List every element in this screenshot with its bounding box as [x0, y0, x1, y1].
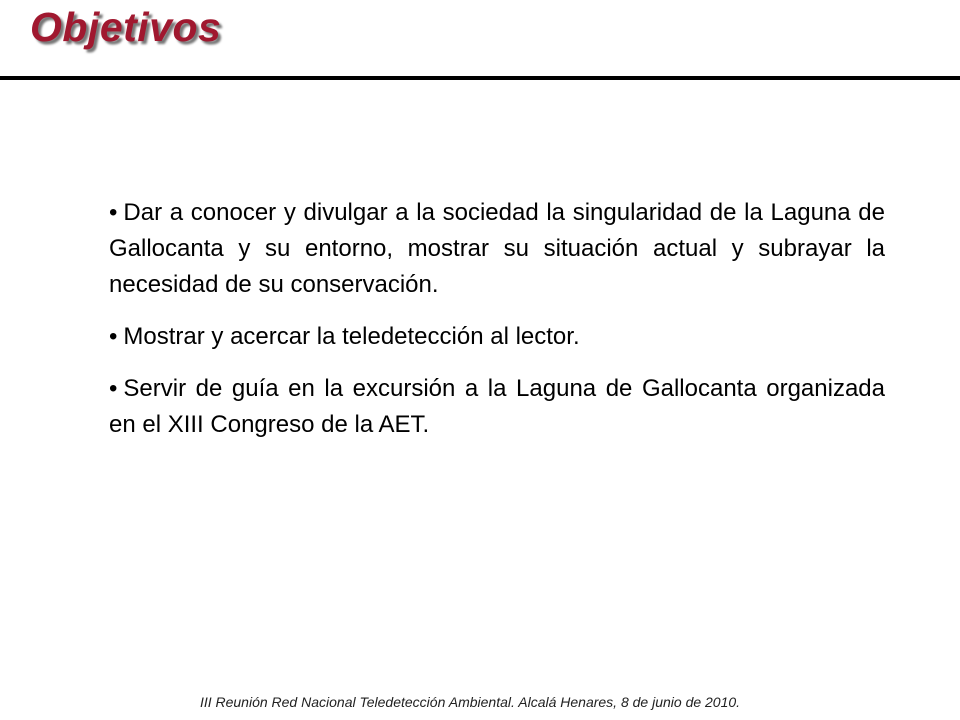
title-divider — [0, 76, 960, 80]
objective-item — [109, 195, 885, 303]
slide-footer: III Reunión Red Nacional Teledetección Ambiental. Alcalá Henares, 8 de junio de 2010. — [199, 694, 741, 710]
slide-title: Objetivos — [30, 4, 222, 50]
bullet-icon: • — [109, 323, 118, 350]
objective-text: Servir de guía en la excursión a la Laguna de Gallocanta organizada en el XIII Congreso de la AET. — [109, 375, 885, 438]
objective-item — [109, 371, 885, 443]
bullet-icon: • — [109, 375, 118, 402]
objective-item — [109, 319, 885, 355]
objective-text: Dar a conocer y divulgar a la sociedad la singularidad de la Laguna de Gallocanta y su entorno, mostrar su situación actual y subrayar la necesidad de su conservación. — [109, 199, 885, 298]
bullet-icon: • — [109, 199, 118, 226]
objectives-list — [109, 195, 885, 459]
objective-text: Mostrar y acercar la teledetección al lector. — [123, 323, 580, 350]
